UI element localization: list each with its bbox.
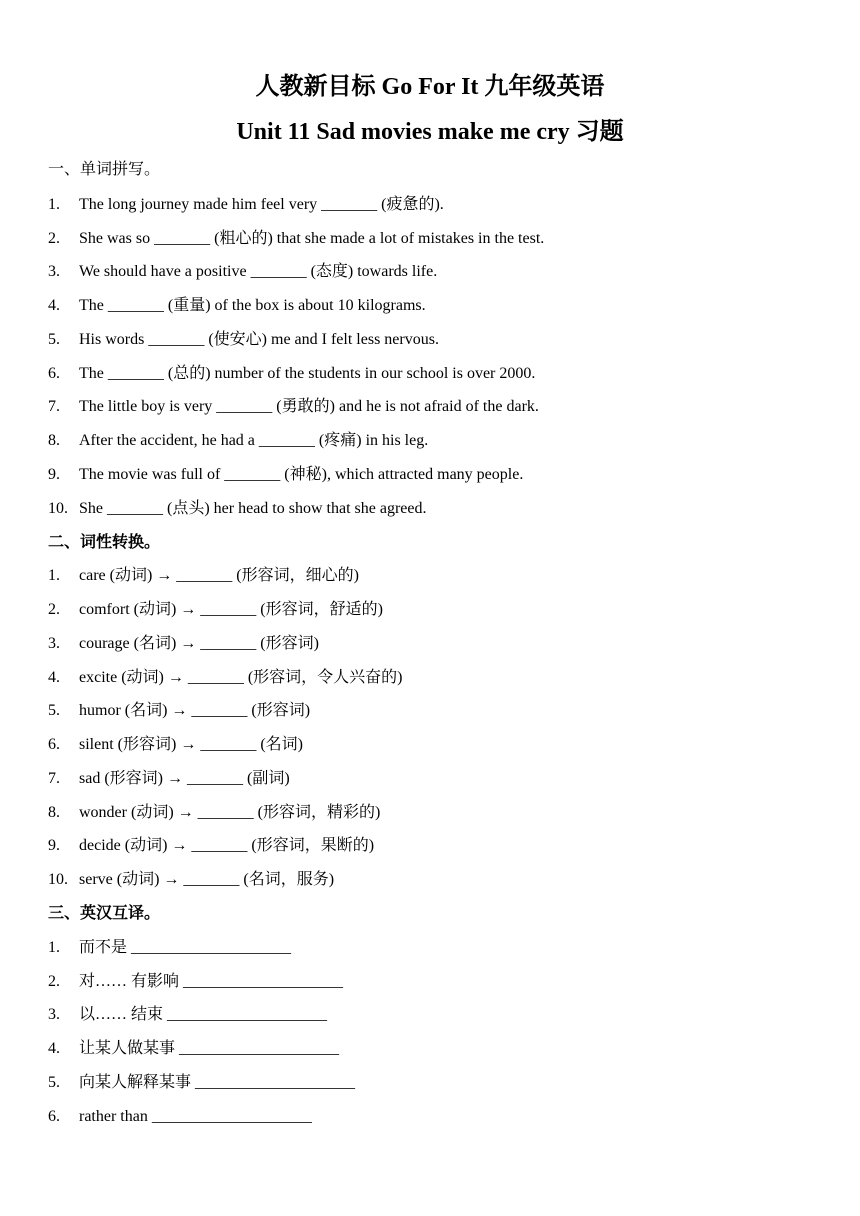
list-item <box>48 194 444 216</box>
list-item <box>48 1072 355 1094</box>
item-number: 6. <box>48 365 60 382</box>
item-text: After the accident, he had a _______ (疼痛) in his leg. <box>79 432 429 449</box>
item-text: 向某人解释某事 ____________________ <box>79 1074 356 1091</box>
list-item <box>48 734 303 756</box>
item-text: 以…… 结束 ____________________ <box>79 1006 328 1023</box>
item-number: 1. <box>48 567 60 584</box>
list-item <box>48 228 544 250</box>
item-text: The _______ (重量) of the box is about 10 kilograms. <box>79 297 426 314</box>
list-item <box>48 565 359 587</box>
item-text: serve (动词) → _______ (名词，服务) <box>79 871 335 888</box>
item-text: She was so _______ (粗心的) that she made a lot of mistakes in the test. <box>79 230 545 247</box>
item-number: 1. <box>48 939 60 956</box>
page-title: 人教新目标 Go For It 九年级英语 <box>255 74 605 100</box>
list-item <box>48 396 539 418</box>
list-item <box>48 1038 339 1060</box>
list-item <box>48 869 334 891</box>
item-number: 2. <box>48 601 60 618</box>
item-number: 6. <box>48 1108 60 1125</box>
item-text: rather than ____________________ <box>79 1108 312 1125</box>
item-number: 7. <box>48 770 60 787</box>
item-text: care (动词) → _______ (形容词，细心的) <box>79 567 359 584</box>
item-number: 1. <box>48 196 60 213</box>
list-item <box>48 768 290 790</box>
section-heading-word-spelling: 一、单词拼写。 <box>48 161 161 178</box>
item-text: humor (名词) → _______ (形容词) <box>79 702 311 719</box>
section-heading-word-form: 二、词性转换。 <box>48 534 161 551</box>
list-item <box>48 802 380 824</box>
list-item <box>48 1004 327 1026</box>
item-number: 8. <box>48 432 60 449</box>
item-number: 5. <box>48 331 60 348</box>
item-number: 4. <box>48 1040 60 1057</box>
section-heading-translation: 三、英汉互译。 <box>48 905 161 922</box>
item-text: His words _______ (使安心) me and I felt less nervous. <box>79 331 439 348</box>
item-text: The movie was full of _______ (神秘), which attracted many people. <box>79 466 524 483</box>
page-subtitle: Unit 11 Sad movies make me cry 习题 <box>236 119 624 145</box>
list-item <box>48 937 291 959</box>
item-number: 2. <box>48 973 60 990</box>
list-item <box>48 329 439 351</box>
list-item <box>48 498 426 520</box>
list-item <box>48 295 426 317</box>
item-text: excite (动词) → _______ (形容词，令人兴奋的) <box>79 669 403 686</box>
list-item <box>48 971 343 993</box>
list-item <box>48 700 310 722</box>
list-item <box>48 667 403 689</box>
item-number: 10. <box>48 500 68 517</box>
list-item <box>48 835 374 857</box>
item-number: 8. <box>48 804 60 821</box>
item-number: 5. <box>48 702 60 719</box>
list-item <box>48 363 535 385</box>
list-item <box>48 633 319 655</box>
item-number: 4. <box>48 669 60 686</box>
item-text: 让某人做某事 ____________________ <box>79 1040 340 1057</box>
item-text: She _______ (点头) her head to show that she agreed. <box>79 500 427 517</box>
item-text: wonder (动词) → _______ (形容词，精彩的) <box>79 804 381 821</box>
item-number: 10. <box>48 871 68 888</box>
item-text: The _______ (总的) number of the students in our school is over 2000. <box>79 365 536 382</box>
item-number: 3. <box>48 263 60 280</box>
list-item <box>48 430 428 452</box>
item-number: 2. <box>48 230 60 247</box>
item-number: 3. <box>48 1006 60 1023</box>
item-number: 4. <box>48 297 60 314</box>
item-text: silent (形容词) → _______ (名词) <box>79 736 303 753</box>
item-text: 而不是 ____________________ <box>79 939 292 956</box>
item-number: 9. <box>48 466 60 483</box>
list-item <box>48 1106 312 1128</box>
item-number: 6. <box>48 736 60 753</box>
item-text: 对…… 有影响 ____________________ <box>79 973 344 990</box>
item-text: The little boy is very _______ (勇敢的) and he is not afraid of the dark. <box>79 398 539 415</box>
list-item <box>48 464 523 486</box>
item-text: comfort (动词) → _______ (形容词，舒适的) <box>79 601 383 618</box>
item-text: decide (动词) → _______ (形容词，果断的) <box>79 837 375 854</box>
list-item <box>48 599 383 621</box>
item-number: 9. <box>48 837 60 854</box>
item-text: sad (形容词) → _______ (副词) <box>79 770 290 787</box>
item-text: The long journey made him feel very _______ (疲惫的). <box>79 196 444 213</box>
list-item <box>48 261 437 283</box>
item-text: courage (名词) → _______ (形容词) <box>79 635 319 652</box>
item-number: 3. <box>48 635 60 652</box>
item-text: We should have a positive _______ (态度) towards life. <box>79 263 438 280</box>
item-number: 5. <box>48 1074 60 1091</box>
item-number: 7. <box>48 398 60 415</box>
